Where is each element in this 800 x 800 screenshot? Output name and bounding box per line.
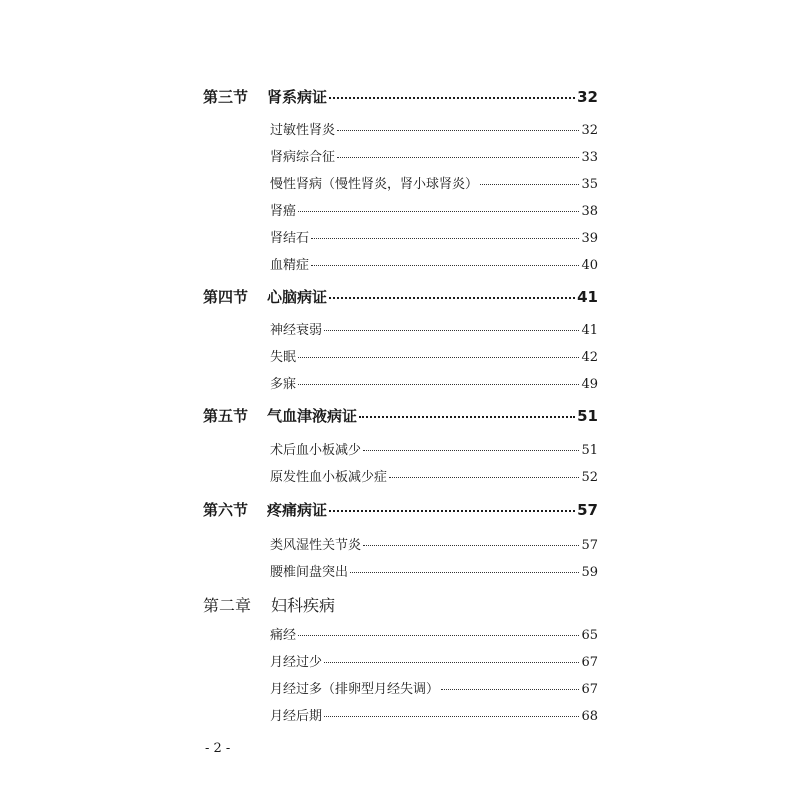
page-number: 59: [581, 565, 598, 580]
toc-item[interactable]: [270, 466, 598, 485]
dot-leader: [329, 297, 575, 299]
toc-item[interactable]: [270, 534, 598, 553]
item-title: 月经后期: [270, 709, 323, 724]
page-number: 65: [581, 628, 598, 643]
page-number: 68: [581, 709, 598, 724]
dot-leader: [350, 572, 579, 573]
item-title: 痛经: [270, 628, 297, 643]
toc-item[interactable]: [270, 119, 598, 138]
page-number: 52: [581, 470, 598, 485]
page-number: 40: [581, 258, 598, 273]
item-title: 肾结石: [270, 231, 310, 246]
toc-item[interactable]: [270, 624, 598, 643]
dot-leader: [324, 716, 579, 717]
dot-leader: [480, 184, 579, 185]
page-number: 41: [581, 323, 598, 338]
chapter-number: 第二章: [203, 596, 252, 615]
toc-item[interactable]: [270, 373, 598, 392]
dot-leader: [324, 330, 579, 331]
toc-item[interactable]: [270, 200, 598, 219]
toc-item[interactable]: [270, 319, 598, 338]
page-number: 42: [581, 350, 598, 365]
dot-leader: [337, 130, 579, 131]
toc-chapter-2[interactable]: [203, 593, 335, 616]
dot-leader: [324, 662, 579, 663]
dot-leader: [298, 384, 579, 385]
section-number: 第四节: [203, 288, 249, 306]
section-title: 心脑病证: [267, 288, 328, 306]
item-title: 失眠: [270, 350, 297, 365]
section-title: 肾系病证: [267, 88, 328, 106]
item-title: 血精症: [270, 258, 310, 273]
page-number: 51: [577, 407, 598, 425]
dot-leader: [363, 545, 579, 546]
item-title: 月经过少: [270, 655, 323, 670]
toc-section-6[interactable]: [203, 499, 598, 520]
item-title: 术后血小板减少: [270, 443, 362, 458]
dot-leader: [337, 157, 579, 158]
dot-leader: [359, 416, 575, 418]
section-number: 第三节: [203, 88, 249, 106]
toc-item[interactable]: [270, 254, 598, 273]
section-title: 气血津液病证: [267, 407, 358, 425]
toc-section-4[interactable]: [203, 286, 598, 307]
toc-item[interactable]: [270, 146, 598, 165]
page-number: 51: [581, 443, 598, 458]
item-title: 肾癌: [270, 204, 297, 219]
toc-item[interactable]: [270, 227, 598, 246]
item-title: 月经过多（排卵型月经失调）: [270, 682, 440, 697]
section-number: 第六节: [203, 501, 249, 519]
page-number: 57: [581, 538, 598, 553]
toc-section-5[interactable]: [203, 405, 598, 426]
page-number: 41: [577, 288, 598, 306]
page-number: 39: [581, 231, 598, 246]
page-number: 57: [577, 501, 598, 519]
toc-item[interactable]: [270, 678, 598, 697]
dot-leader: [389, 477, 579, 478]
page-number: 67: [581, 655, 598, 670]
toc-item[interactable]: [270, 439, 598, 458]
toc-item[interactable]: [270, 346, 598, 365]
footer-page-number: - 2 -: [205, 741, 231, 756]
page-number: 32: [577, 88, 598, 106]
section-number: 第五节: [203, 407, 249, 425]
item-title: 类风湿性关节炎: [270, 538, 362, 553]
item-title: 原发性血小板减少症: [270, 470, 388, 485]
dot-leader: [329, 97, 575, 99]
dot-leader: [311, 238, 579, 239]
section-title: 疼痛病证: [267, 501, 328, 519]
toc-item[interactable]: [270, 651, 598, 670]
dot-leader: [298, 211, 579, 212]
page-number: 33: [581, 150, 598, 165]
item-title: 腰椎间盘突出: [270, 565, 349, 580]
item-title: 肾病综合征: [270, 150, 336, 165]
chapter-title: 妇科疾病: [271, 596, 336, 615]
item-title: 多寐: [270, 377, 297, 392]
item-title: 神经衰弱: [270, 323, 323, 338]
toc-item[interactable]: [270, 173, 598, 192]
dot-leader: [363, 450, 579, 451]
dot-leader: [441, 689, 579, 690]
dot-leader: [329, 510, 575, 512]
item-title: 慢性肾病（慢性肾炎，肾小球肾炎）: [270, 177, 479, 192]
dot-leader: [298, 357, 579, 358]
toc-item[interactable]: [270, 561, 598, 580]
page-number: 35: [581, 177, 598, 192]
page-number: 32: [581, 123, 598, 138]
dot-leader: [311, 265, 579, 266]
toc-item[interactable]: [270, 705, 598, 724]
page-number: 38: [581, 204, 598, 219]
item-title: 过敏性肾炎: [270, 123, 336, 138]
dot-leader: [298, 635, 579, 636]
page-number: 49: [581, 377, 598, 392]
page-number: 67: [581, 682, 598, 697]
toc-section-3[interactable]: [203, 86, 598, 107]
